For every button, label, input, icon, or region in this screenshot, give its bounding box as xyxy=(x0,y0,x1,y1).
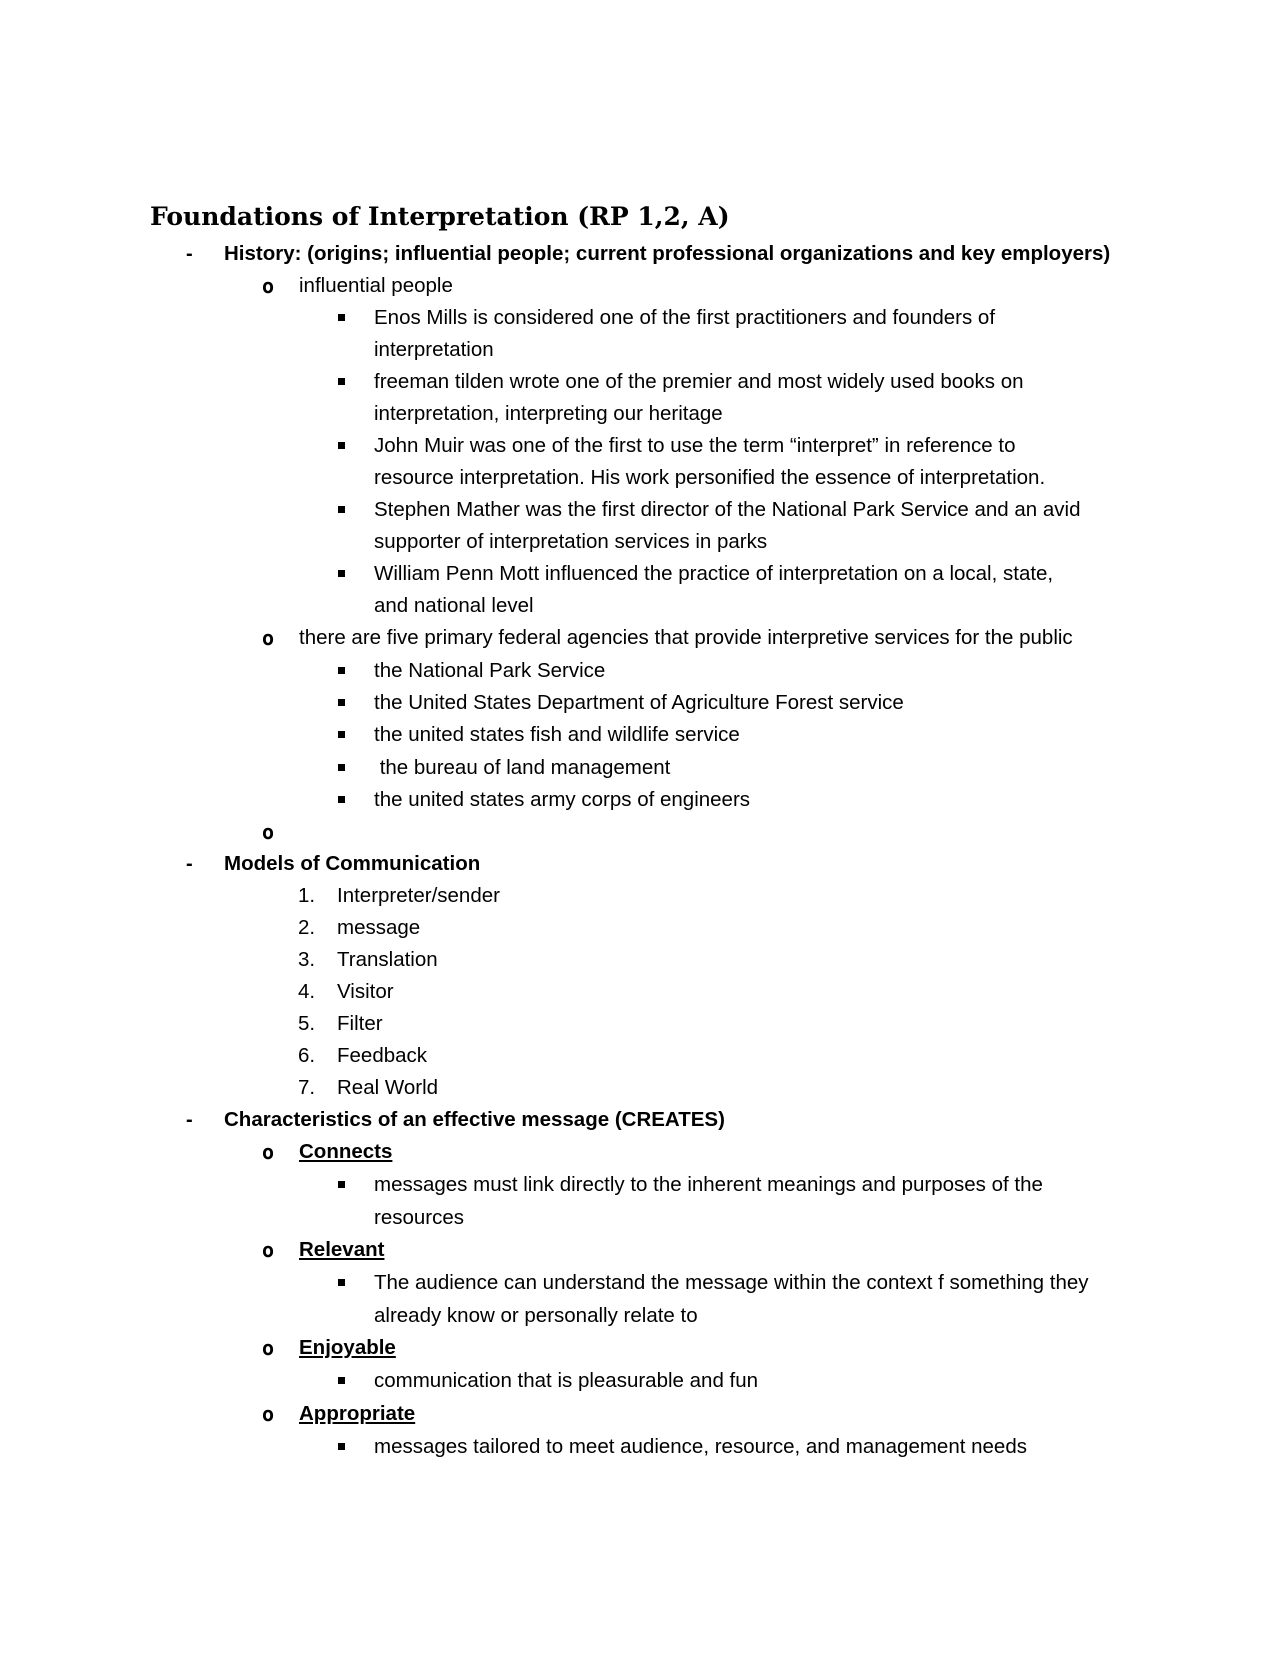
square-bullet-icon xyxy=(338,570,345,577)
square-bullet-icon xyxy=(338,731,345,738)
list-item: Visitor xyxy=(337,980,394,1003)
list-item: William Penn Mott influenced the practice of interpretation on a local, state, xyxy=(374,562,1054,585)
list-item: the United States Department of Agriculture Forest service xyxy=(374,691,904,714)
circle-bullet: o xyxy=(262,1140,275,1164)
list-item: message xyxy=(337,916,421,939)
list-item: the bureau of land management xyxy=(374,756,671,779)
list-item: Interpreter/sender xyxy=(337,884,500,907)
square-bullet-icon xyxy=(338,1443,345,1450)
square-bullet-icon xyxy=(338,796,345,803)
list-number: 5. xyxy=(298,1012,316,1035)
list-item: Enos Mills is considered one of the first practitioners and founders of xyxy=(374,306,996,329)
influential-label: influential people xyxy=(299,274,453,297)
list-item-cont: already know or personally relate to xyxy=(374,1304,698,1327)
list-item: Filter xyxy=(337,1012,383,1035)
circle-bullet: o xyxy=(262,1336,275,1360)
square-bullet-icon xyxy=(338,442,345,449)
models-heading: Models of Communication xyxy=(224,852,481,875)
list-item-cont: resource interpretation. His work personified the essence of interpretation. xyxy=(374,466,1046,489)
square-bullet-icon xyxy=(338,667,345,674)
list-item-cont: interpretation xyxy=(374,338,494,361)
list-number: 1. xyxy=(298,884,316,907)
list-item: John Muir was one of the first to use the term “interpret” in reference to xyxy=(374,434,1016,457)
list-item: the united states army corps of engineers xyxy=(374,788,751,811)
creates-label-relevant: Relevant xyxy=(299,1238,385,1261)
square-bullet-icon xyxy=(338,764,345,771)
square-bullet-icon xyxy=(338,1377,345,1384)
creates-label-connects: Connects xyxy=(299,1140,393,1163)
circle-bullet: o xyxy=(262,1238,275,1262)
creates-heading: Characteristics of an effective message (CREATES) xyxy=(224,1108,725,1131)
dash-bullet: - xyxy=(186,853,193,875)
page-title: Foundations of Interpretation (RP 1,2, A) xyxy=(150,202,730,231)
list-item-cont: resources xyxy=(374,1206,465,1229)
list-item: Real World xyxy=(337,1076,439,1099)
dash-bullet: - xyxy=(186,243,193,265)
dash-bullet: - xyxy=(186,1109,193,1131)
list-number: 4. xyxy=(298,980,316,1003)
square-bullet-icon xyxy=(338,314,345,321)
circle-bullet-empty: o xyxy=(262,820,275,844)
list-item: the National Park Service xyxy=(374,659,606,682)
list-item-cont: supporter of interpretation services in parks xyxy=(374,530,768,553)
list-number: 6. xyxy=(298,1044,316,1067)
list-item: Translation xyxy=(337,948,438,971)
list-item: freeman tilden wrote one of the premier and most widely used books on xyxy=(374,370,1024,393)
circle-bullet: o xyxy=(262,274,275,298)
list-item-cont: and national level xyxy=(374,594,534,617)
creates-label-appropriate: Appropriate xyxy=(299,1402,416,1425)
creates-label-enjoyable: Enjoyable xyxy=(299,1336,396,1359)
list-item: Stephen Mather was the first director of the National Park Service and an avid xyxy=(374,498,1081,521)
square-bullet-icon xyxy=(338,506,345,513)
list-item: messages must link directly to the inherent meanings and purposes of the xyxy=(374,1173,1043,1196)
square-bullet-icon xyxy=(338,1279,345,1286)
square-bullet-icon xyxy=(338,699,345,706)
list-item-cont: interpretation, interpreting our heritage xyxy=(374,402,723,425)
list-item: messages tailored to meet audience, resource, and management needs xyxy=(374,1435,1027,1458)
agencies-label: there are five primary federal agencies that provide interpretive services for the public xyxy=(299,626,1073,649)
list-number: 2. xyxy=(298,916,316,939)
circle-bullet: o xyxy=(262,1402,275,1426)
list-item: communication that is pleasurable and fun xyxy=(374,1369,759,1392)
square-bullet-icon xyxy=(338,378,345,385)
history-heading: History: (origins; influential people; current professional organizations and key employers) xyxy=(224,242,1111,265)
circle-bullet: o xyxy=(262,626,275,650)
list-item: The audience can understand the message within the context f something they xyxy=(374,1271,1089,1294)
list-item: Feedback xyxy=(337,1044,428,1067)
list-item: the united states fish and wildlife service xyxy=(374,723,740,746)
square-bullet-icon xyxy=(338,1181,345,1188)
list-number: 3. xyxy=(298,948,316,971)
list-number: 7. xyxy=(298,1076,316,1099)
